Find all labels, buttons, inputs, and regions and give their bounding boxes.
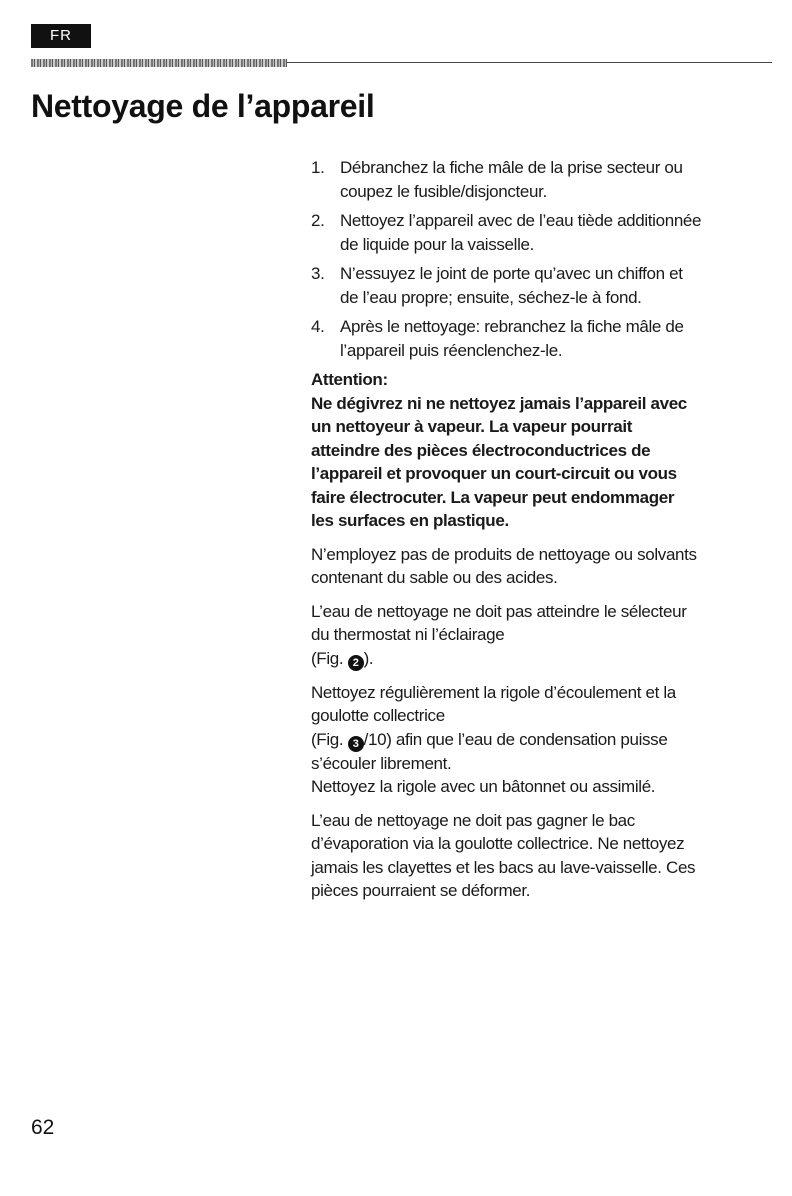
evaporation-paragraph: L’eau de nettoyage ne doit pas gagner le bac d’évaporation via la goulotte collectrice. Ne nettoyez jamais les clayettes et les bacs au lave-vaisselle. Ces pièces pourraient se déformer. [311,810,696,900]
cleaning-steps-list [311,156,769,362]
main-content [311,156,769,913]
page-title: Nettoyage de l’appareil [31,88,375,124]
channel-cleaning-paragraph: Nettoyez la rigole avec un bâtonnet ou assimilé. [311,777,656,796]
step-number: 4. [311,317,325,336]
step-item [311,315,769,362]
step-text: l’appareil puis réenclenchez-le. [340,340,563,360]
page-number: 62 [31,1116,55,1139]
header-pattern-bar [31,59,287,67]
step-text: Après le nettoyage: rebranchez la fiche mâle de [340,317,684,336]
attention-heading: Attention: [311,370,388,389]
step-number: 2. [311,211,325,230]
drain-paragraph: Nettoyez régulièrement la rigole d’écoulement et la goulotte collectrice (Fig. 3 /10) afin que l’eau de condensation puisse s’écouler librement. [311,682,676,773]
step-text: Nettoyez l’appareil avec de l’eau tiède additionnée [340,211,702,230]
figure-reference-icon: 2 [348,655,364,671]
step-number: 3. [311,264,325,283]
language-badge: FR [31,24,91,48]
step-item [311,209,769,256]
steam-cleaner-warning: Ne dégivrez ni ne nettoyez jamais l’appareil avec un nettoyeur à vapeur. La vapeur pourrait atteindre des pièces électroconductrices de l’appareil et provoquer un court-circuit ou vous faire électrocuter. La vapeur peut endommager les surfaces en plastique. [311,393,687,530]
header-rule [287,62,772,63]
step-text: de liquide pour la vaisselle. [340,234,534,254]
step-text: de l’eau propre; ensuite, séchez-le à fond. [340,287,642,307]
step-item [311,156,769,203]
solvents-paragraph: N’employez pas de produits de nettoyage ou solvants contenant du sable ou des acides. [311,544,697,587]
thermostat-paragraph: L’eau de nettoyage ne doit pas atteindre le sélecteur du thermostat ni l’éclairage (Fig. 2 ). [311,601,687,669]
step-text: N’essuyez le joint de porte qu’avec un chiffon et [340,264,683,283]
step-item [311,262,769,309]
step-text: Débranchez la fiche mâle de la prise secteur ou [340,158,683,177]
figure-reference-icon: 3 [348,736,364,752]
step-number: 1. [311,158,325,177]
step-text: coupez le fusible/disjoncteur. [340,181,547,201]
